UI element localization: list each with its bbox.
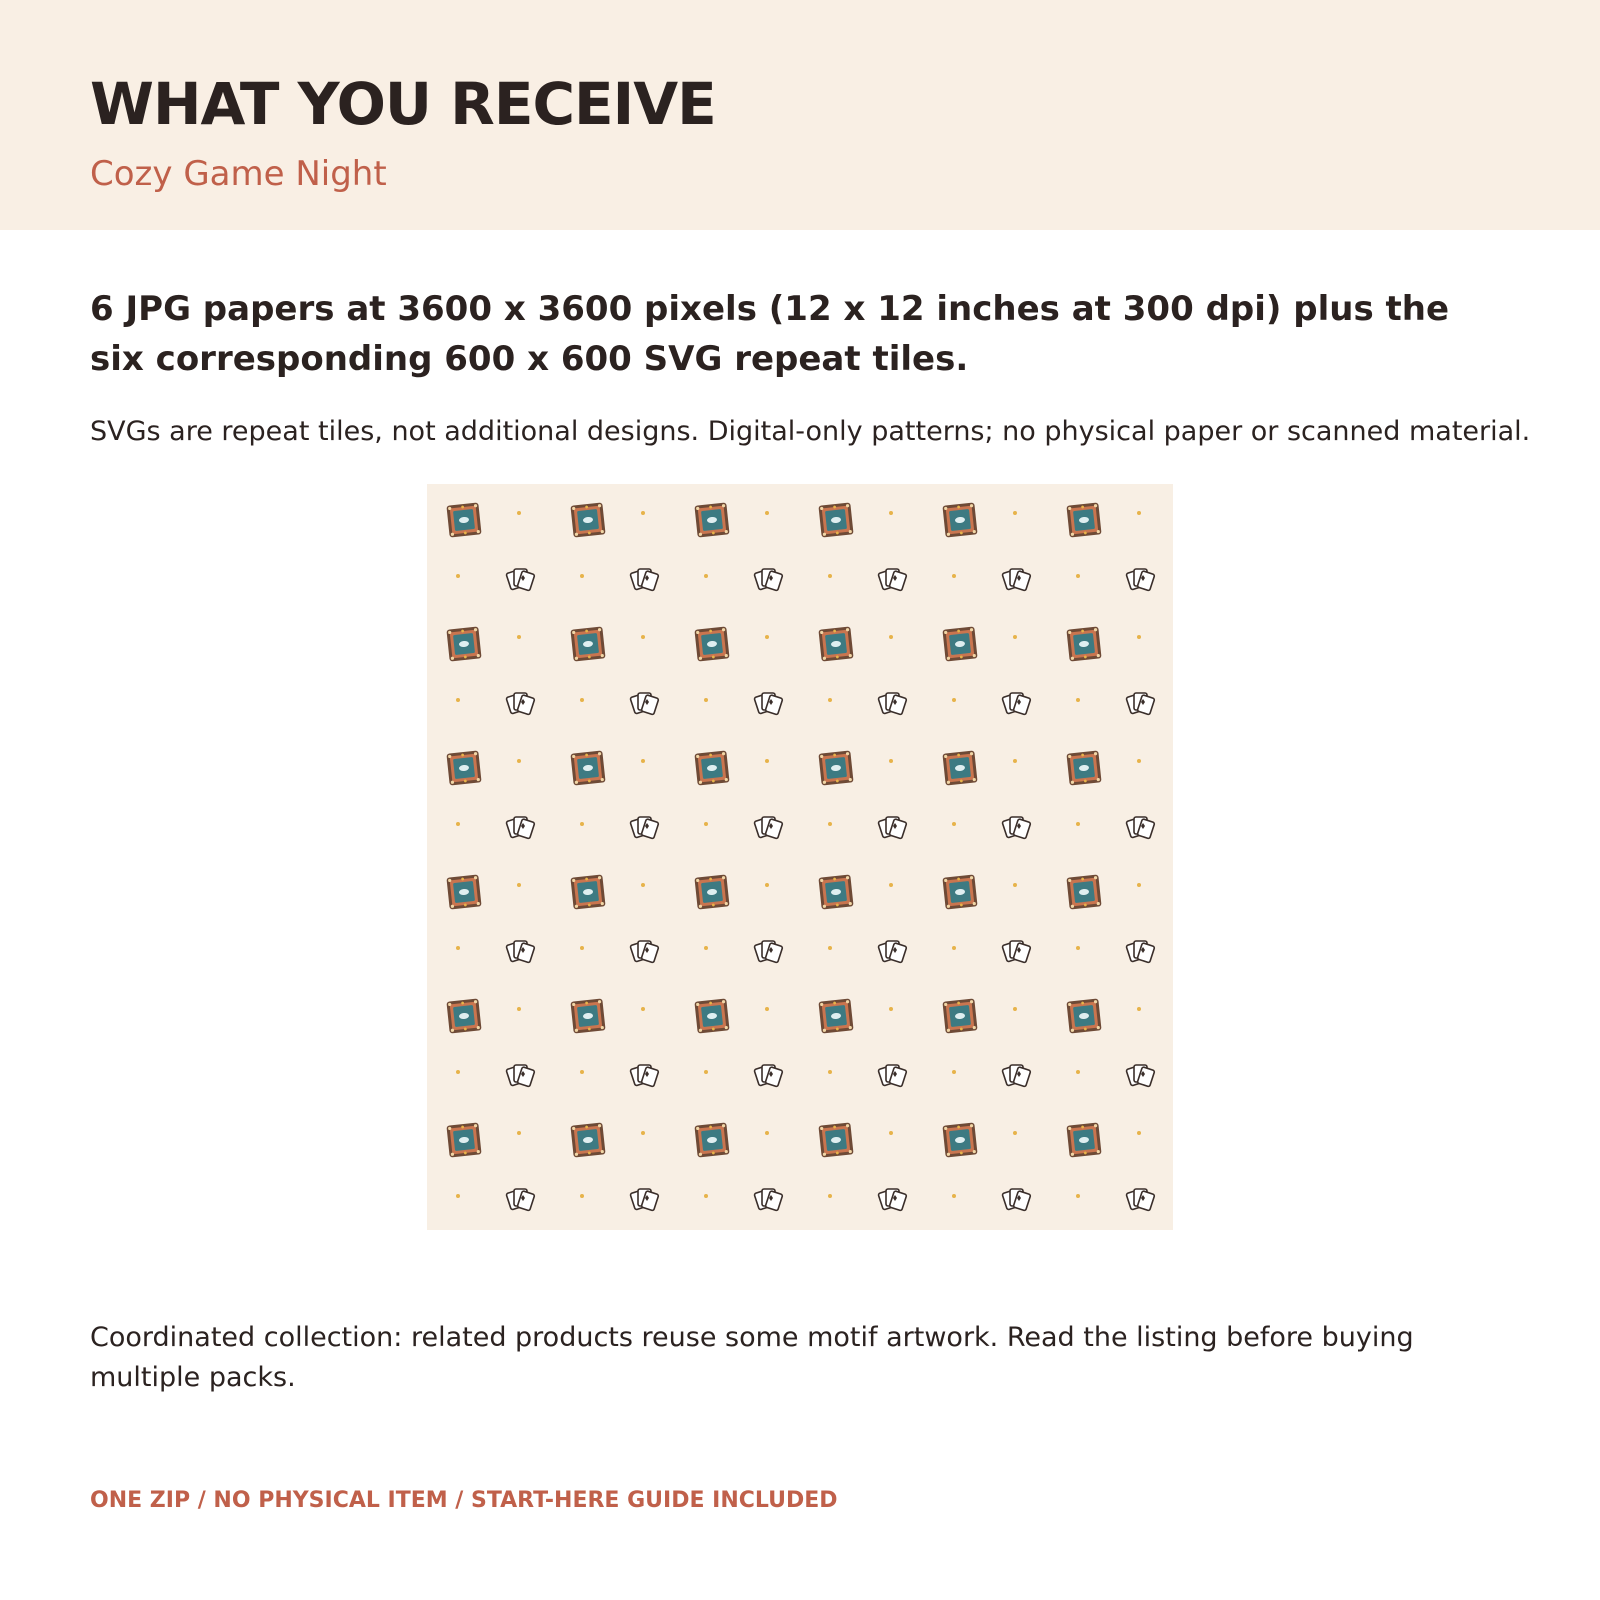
board-game-icon	[446, 750, 481, 785]
pattern-dot	[704, 574, 708, 578]
pattern-dot	[889, 1131, 893, 1135]
board-game-icon	[818, 502, 853, 537]
board-game-icon	[1066, 1122, 1101, 1157]
header-band	[0, 0, 1600, 230]
pattern-dot	[828, 698, 832, 702]
pattern-dot	[517, 511, 521, 515]
playing-cards-icon	[630, 1189, 659, 1211]
playing-cards-icon	[1126, 1065, 1155, 1087]
board-game-icon	[818, 874, 853, 909]
pattern-dot	[765, 1007, 769, 1011]
pattern-dot	[456, 1070, 460, 1074]
board-game-icon	[446, 874, 481, 909]
board-game-icon	[570, 1122, 605, 1157]
playing-cards-icon	[878, 817, 907, 839]
board-game-icon	[570, 998, 605, 1033]
page-title: WHAT YOU RECEIVE	[90, 70, 716, 138]
board-game-icon	[446, 1122, 481, 1157]
playing-cards-icon	[1002, 1189, 1031, 1211]
board-game-icon	[570, 502, 605, 537]
pattern-dot	[456, 1194, 460, 1198]
pattern-dot	[1137, 1007, 1141, 1011]
pattern-dot	[1013, 1131, 1017, 1135]
board-game-icon	[694, 750, 729, 785]
pattern-dot	[1137, 883, 1141, 887]
playing-cards-icon	[1002, 693, 1031, 715]
pattern-dot	[952, 1070, 956, 1074]
pattern-dot	[517, 635, 521, 639]
playing-cards-icon	[1126, 693, 1155, 715]
svg-note: SVGs are repeat tiles, not additional designs. Digital-only patterns; no physical paper or scanned material.	[90, 416, 1531, 447]
board-game-icon	[1066, 874, 1101, 909]
playing-cards-icon	[1002, 941, 1031, 963]
board-game-icon	[1066, 998, 1101, 1033]
playing-cards-icon	[1002, 1065, 1031, 1087]
pattern-dot	[828, 1194, 832, 1198]
page-subtitle: Cozy Game Night	[90, 154, 387, 194]
pattern-dot	[765, 511, 769, 515]
board-game-icon	[818, 750, 853, 785]
pattern-dot	[1076, 822, 1080, 826]
board-game-icon	[1066, 502, 1101, 537]
pattern-dot	[580, 1194, 584, 1198]
pattern-dot	[456, 698, 460, 702]
playing-cards-icon	[506, 1189, 535, 1211]
playing-cards-icon	[878, 1065, 907, 1087]
pattern-dot	[704, 946, 708, 950]
playing-cards-icon	[878, 1189, 907, 1211]
pattern-dot	[952, 946, 956, 950]
pattern-dot	[456, 946, 460, 950]
pattern-dot	[1137, 635, 1141, 639]
pattern-dot	[765, 883, 769, 887]
pattern-dot	[641, 1131, 645, 1135]
pattern-dot	[1013, 635, 1017, 639]
pattern-dot	[1076, 1194, 1080, 1198]
playing-cards-icon	[878, 941, 907, 963]
pattern-dot	[828, 1070, 832, 1074]
playing-cards-icon	[630, 569, 659, 591]
pattern-dot	[952, 822, 956, 826]
pattern-dot	[1013, 759, 1017, 763]
board-game-icon	[942, 1122, 977, 1157]
playing-cards-icon	[506, 941, 535, 963]
board-game-icon	[1066, 626, 1101, 661]
pattern-preview-svg	[427, 484, 1173, 1230]
board-game-icon	[818, 626, 853, 661]
playing-cards-icon	[754, 817, 783, 839]
pattern-dot	[1076, 1070, 1080, 1074]
pattern-dot	[889, 759, 893, 763]
pattern-dot	[704, 1194, 708, 1198]
board-game-icon	[942, 750, 977, 785]
pattern-dot	[889, 883, 893, 887]
pattern-dot	[1013, 883, 1017, 887]
pattern-dot	[704, 1070, 708, 1074]
playing-cards-icon	[878, 569, 907, 591]
collection-note: Coordinated collection: related products reuse some motif artwork. Read the listing before buying multiple packs.	[90, 1322, 1414, 1393]
pattern-dot	[641, 1007, 645, 1011]
board-game-icon	[570, 750, 605, 785]
board-game-icon	[570, 874, 605, 909]
pattern-dot	[704, 822, 708, 826]
pattern-dot	[517, 1007, 521, 1011]
board-game-icon	[818, 1122, 853, 1157]
board-game-icon	[942, 626, 977, 661]
pattern-preview	[427, 484, 1173, 1230]
playing-cards-icon	[1002, 817, 1031, 839]
pattern-dot	[765, 635, 769, 639]
playing-cards-icon	[1126, 941, 1155, 963]
pattern-dot	[952, 1194, 956, 1198]
pattern-dot	[765, 1131, 769, 1135]
board-game-icon	[942, 502, 977, 537]
playing-cards-icon	[630, 1065, 659, 1087]
pattern-dot	[580, 822, 584, 826]
pattern-dot	[641, 759, 645, 763]
pattern-dot	[1076, 698, 1080, 702]
board-game-icon	[570, 626, 605, 661]
pattern-dot	[828, 946, 832, 950]
pattern-dot	[1013, 511, 1017, 515]
board-game-icon	[942, 998, 977, 1033]
playing-cards-icon	[754, 941, 783, 963]
pattern-dot	[1076, 946, 1080, 950]
pattern-dot	[641, 511, 645, 515]
pattern-dot	[641, 883, 645, 887]
pattern-dot	[704, 698, 708, 702]
pattern-dot	[1137, 511, 1141, 515]
pattern-dot	[952, 698, 956, 702]
board-game-icon	[694, 502, 729, 537]
playing-cards-icon	[754, 693, 783, 715]
playing-cards-icon	[630, 693, 659, 715]
pattern-dot	[456, 574, 460, 578]
pattern-dot	[1013, 1007, 1017, 1011]
board-game-icon	[694, 874, 729, 909]
pattern-dot	[952, 574, 956, 578]
lead-paragraph: 6 JPG papers at 3600 x 3600 pixels (12 x 12 inches at 300 dpi) plus the six corresponding 600 x 600 SVG repeat tiles.	[90, 289, 1450, 379]
board-game-icon	[694, 626, 729, 661]
playing-cards-icon	[754, 1065, 783, 1087]
playing-cards-icon	[630, 817, 659, 839]
board-game-icon	[694, 998, 729, 1033]
pattern-dot	[889, 511, 893, 515]
pattern-dot	[828, 574, 832, 578]
playing-cards-icon	[1126, 817, 1155, 839]
playing-cards-icon	[754, 569, 783, 591]
pattern-dot	[1137, 1131, 1141, 1135]
pattern-dot	[765, 759, 769, 763]
playing-cards-icon	[878, 693, 907, 715]
pattern-dot	[641, 635, 645, 639]
pattern-dot	[828, 822, 832, 826]
pattern-dot	[580, 698, 584, 702]
board-game-icon	[446, 998, 481, 1033]
playing-cards-icon	[754, 1189, 783, 1211]
board-game-icon	[446, 502, 481, 537]
playing-cards-icon	[506, 1065, 535, 1087]
pattern-dot	[517, 1131, 521, 1135]
playing-cards-icon	[506, 569, 535, 591]
pattern-dot	[1137, 759, 1141, 763]
playing-cards-icon	[506, 693, 535, 715]
board-game-icon	[694, 1122, 729, 1157]
pattern-dot	[580, 946, 584, 950]
pattern-dot	[456, 822, 460, 826]
pattern-dot	[889, 1007, 893, 1011]
playing-cards-icon	[1126, 569, 1155, 591]
playing-cards-icon	[506, 817, 535, 839]
playing-cards-icon	[630, 941, 659, 963]
pattern-dot	[517, 883, 521, 887]
board-game-icon	[942, 874, 977, 909]
pattern-dot	[517, 759, 521, 763]
board-game-icon	[818, 998, 853, 1033]
pattern-dot	[580, 574, 584, 578]
pattern-dot	[1076, 574, 1080, 578]
board-game-icon	[1066, 750, 1101, 785]
pattern-dot	[889, 635, 893, 639]
footer-tagline: ONE ZIP / NO PHYSICAL ITEM / START-HERE GUIDE INCLUDED	[90, 1488, 838, 1513]
pattern-dot	[580, 1070, 584, 1074]
playing-cards-icon	[1002, 569, 1031, 591]
board-game-icon	[446, 626, 481, 661]
playing-cards-icon	[1126, 1189, 1155, 1211]
